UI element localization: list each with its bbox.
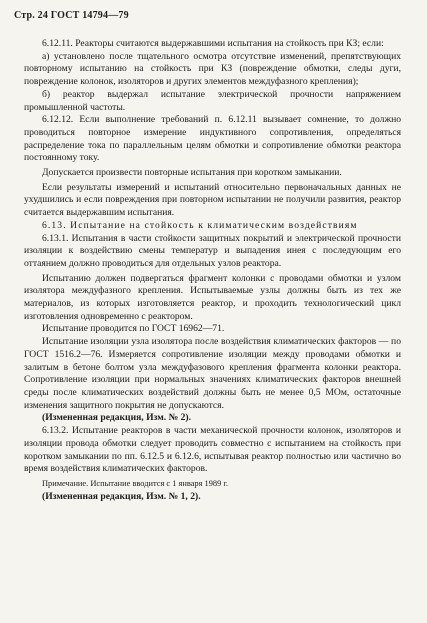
paragraph-insulation-test: Испытание изоляции узла изолятора после воздействия климатических факторов — по ГОСТ 1516.2—76. Измеряется сопротивление изоляции между проводами обмотки и залитым в бетоне болтом узла междуфазового крепления фрагмента колонки реактора. Сопротивление изоляции при нормальных значениях климатических факторов внешней среды после климатических воздействий должны быть не менее 0,5 МОм, остаточные изменения защитного покрытия не допускаются. bbox=[24, 336, 401, 411]
page-header: Стр. 24 ГОСТ 14794—79 bbox=[14, 10, 129, 21]
section-6-13-heading: 6.13. Испытание на стойкость к климатическим воздействиям bbox=[42, 219, 358, 231]
paragraph-test-fragment: Испытанию должен подвергаться фрагмент колонки с проводами обмотки и узлом изолятора междуфазного крепления. Испытываемые узлы должны быть из тех же материалов, из которых изготовляется реактор, и проходить технологический цикл изготовления одновременно с реактором. bbox=[24, 272, 401, 322]
clause-6-13-2: 6.13.2. Испытание реакторов в части механической прочности колонок, изоляторов и изоляции провода обмотки следует проводить совместно с испытанием на стойкость при коротком замыкании по пп. 6.12.5 и 6.12.6, испытывая реактор полностью или частично во время воздействия климатических факторов. bbox=[24, 425, 401, 475]
amendment-note-2: (Измененная редакция, Изм. № 2). bbox=[42, 412, 192, 424]
clause-6-13-1: 6.13.1. Испытания в части стойкости защитных покрытий и электрической прочности изоляции к воздействию смены температур и выпадения инея с последующим его оттаянием должно проводиться для отдельных узлов реактора. bbox=[24, 232, 401, 269]
paragraph-results: Если результаты измерений и испытаний относительно первоначальных данных не ухудшились и если повреждения при повторном испытании не получили развития, реактор считается выдержавшим испытания. bbox=[24, 181, 401, 219]
item-b: б) реактор выдержал испытание электрической прочности напряжением промышленной частоты. bbox=[24, 88, 401, 113]
paragraph-gost-16962: Испытание проводится по ГОСТ 16962—71. bbox=[42, 323, 225, 335]
amendment-note-1-2: (Измененная редакция, Изм. № 1, 2). bbox=[42, 490, 201, 502]
item-a: а) установлено после тщательного осмотра отсутствие изменений, препятствующих повторному испытанию на стойкость при КЗ (повреждение обмотки, следы дуги, повреждение колонок, изоляторов и других элементов междуфазного крепления); bbox=[24, 50, 401, 88]
paragraph-repeat-tests: Допускается произвести повторные испытания при коротком замыкании. bbox=[42, 167, 342, 179]
clause-6-12-11: 6.12.11. Реакторы считаются выдержавшими испытания на стойкость при КЗ; если: bbox=[42, 38, 384, 49]
footnote-note: Примечание. Испытание вводится с 1 января 1989 г. bbox=[42, 478, 228, 488]
clause-6-12-12: 6.12.12. Если выполнение требований п. 6.12.11 вызывает сомнение, то должно проводиться повторное измерение индуктивного сопротивления, определяться распределение тока по параллельным целям обмотки и сопротивление обмотки реактора постоянному току. bbox=[24, 114, 401, 164]
